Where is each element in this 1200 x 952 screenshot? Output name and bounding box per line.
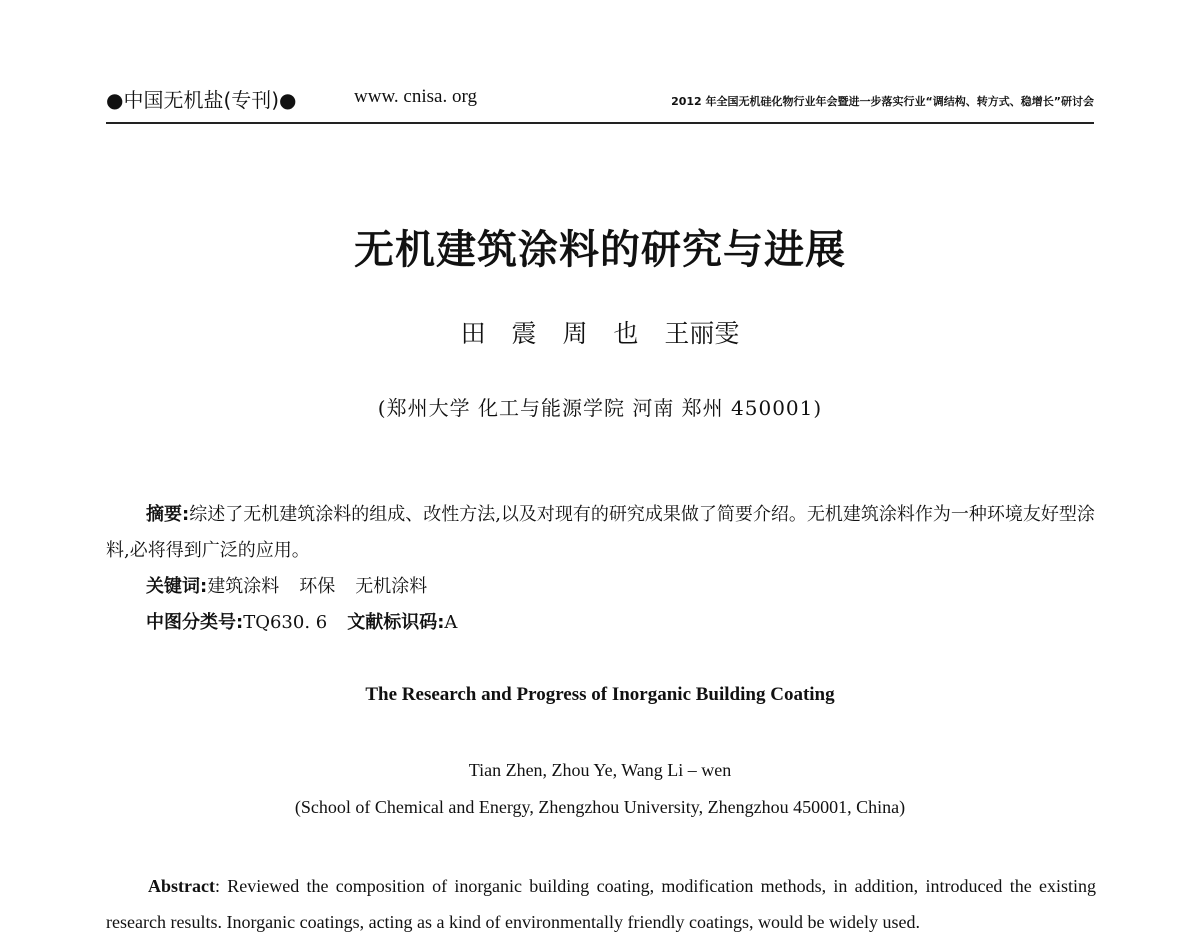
english-affiliation: (School of Chemical and Energy, Zhengzhou University, Zhengzhou 450001, China) — [294, 797, 906, 817]
keyword-item: 无机涂料 — [355, 576, 428, 597]
paper-title: 无机建筑涂料的研究与进展 — [354, 226, 846, 273]
english-abstract — [106, 868, 1096, 940]
chinese-abstract — [106, 497, 1096, 569]
abstract-label: 摘要: — [146, 504, 190, 525]
english-title: The Research and Progress of Inorganic Building Coating — [365, 684, 835, 705]
journal-url[interactable]: www. cnisa. org — [354, 86, 477, 107]
classification-line — [146, 608, 457, 634]
keyword-item: 建筑涂料 — [207, 576, 280, 597]
document-code-value: A — [444, 612, 458, 633]
english-authors: Tian Zhen, Zhou Ye, Wang Li – wen — [468, 760, 732, 780]
conference-name: 2012 年全国无机硅化物行业年会暨进一步落实行业“调结构、转方式、稳增长”研讨会 — [671, 95, 1094, 108]
paper-affiliation: (郑州大学 化工与能源学院 河南 郑州 450001) — [377, 396, 823, 420]
english-abstract-label: Abstract — [148, 876, 215, 896]
document-code-label: 文献标识码: — [347, 612, 445, 633]
classification-label: 中图分类号: — [146, 612, 244, 633]
english-abstract-text: : Reviewed the composition of inorganic building coating, modification methods, in addition, introduced the existing research results. Inorganic coatings, acting as a kind of environmentally friendly coatings, would be widely used. — [106, 876, 1096, 932]
page-header — [106, 78, 1094, 124]
keyword-item: 环保 — [299, 576, 336, 597]
journal-name: ●中国无机盐(专刊)● — [106, 88, 297, 112]
abstract-text: 综述了无机建筑涂料的组成、改性方法,以及对现有的研究成果做了简要介绍。无机建筑涂料作为一种环境友好型涂料,必将得到广泛的应用。 — [106, 504, 1095, 561]
keywords-label: 关键词: — [146, 576, 208, 597]
keywords-line — [146, 572, 427, 598]
paper-authors: 田 震 周 也 王丽雯 — [460, 319, 740, 348]
classification-value: TQ630. 6 — [243, 612, 328, 633]
